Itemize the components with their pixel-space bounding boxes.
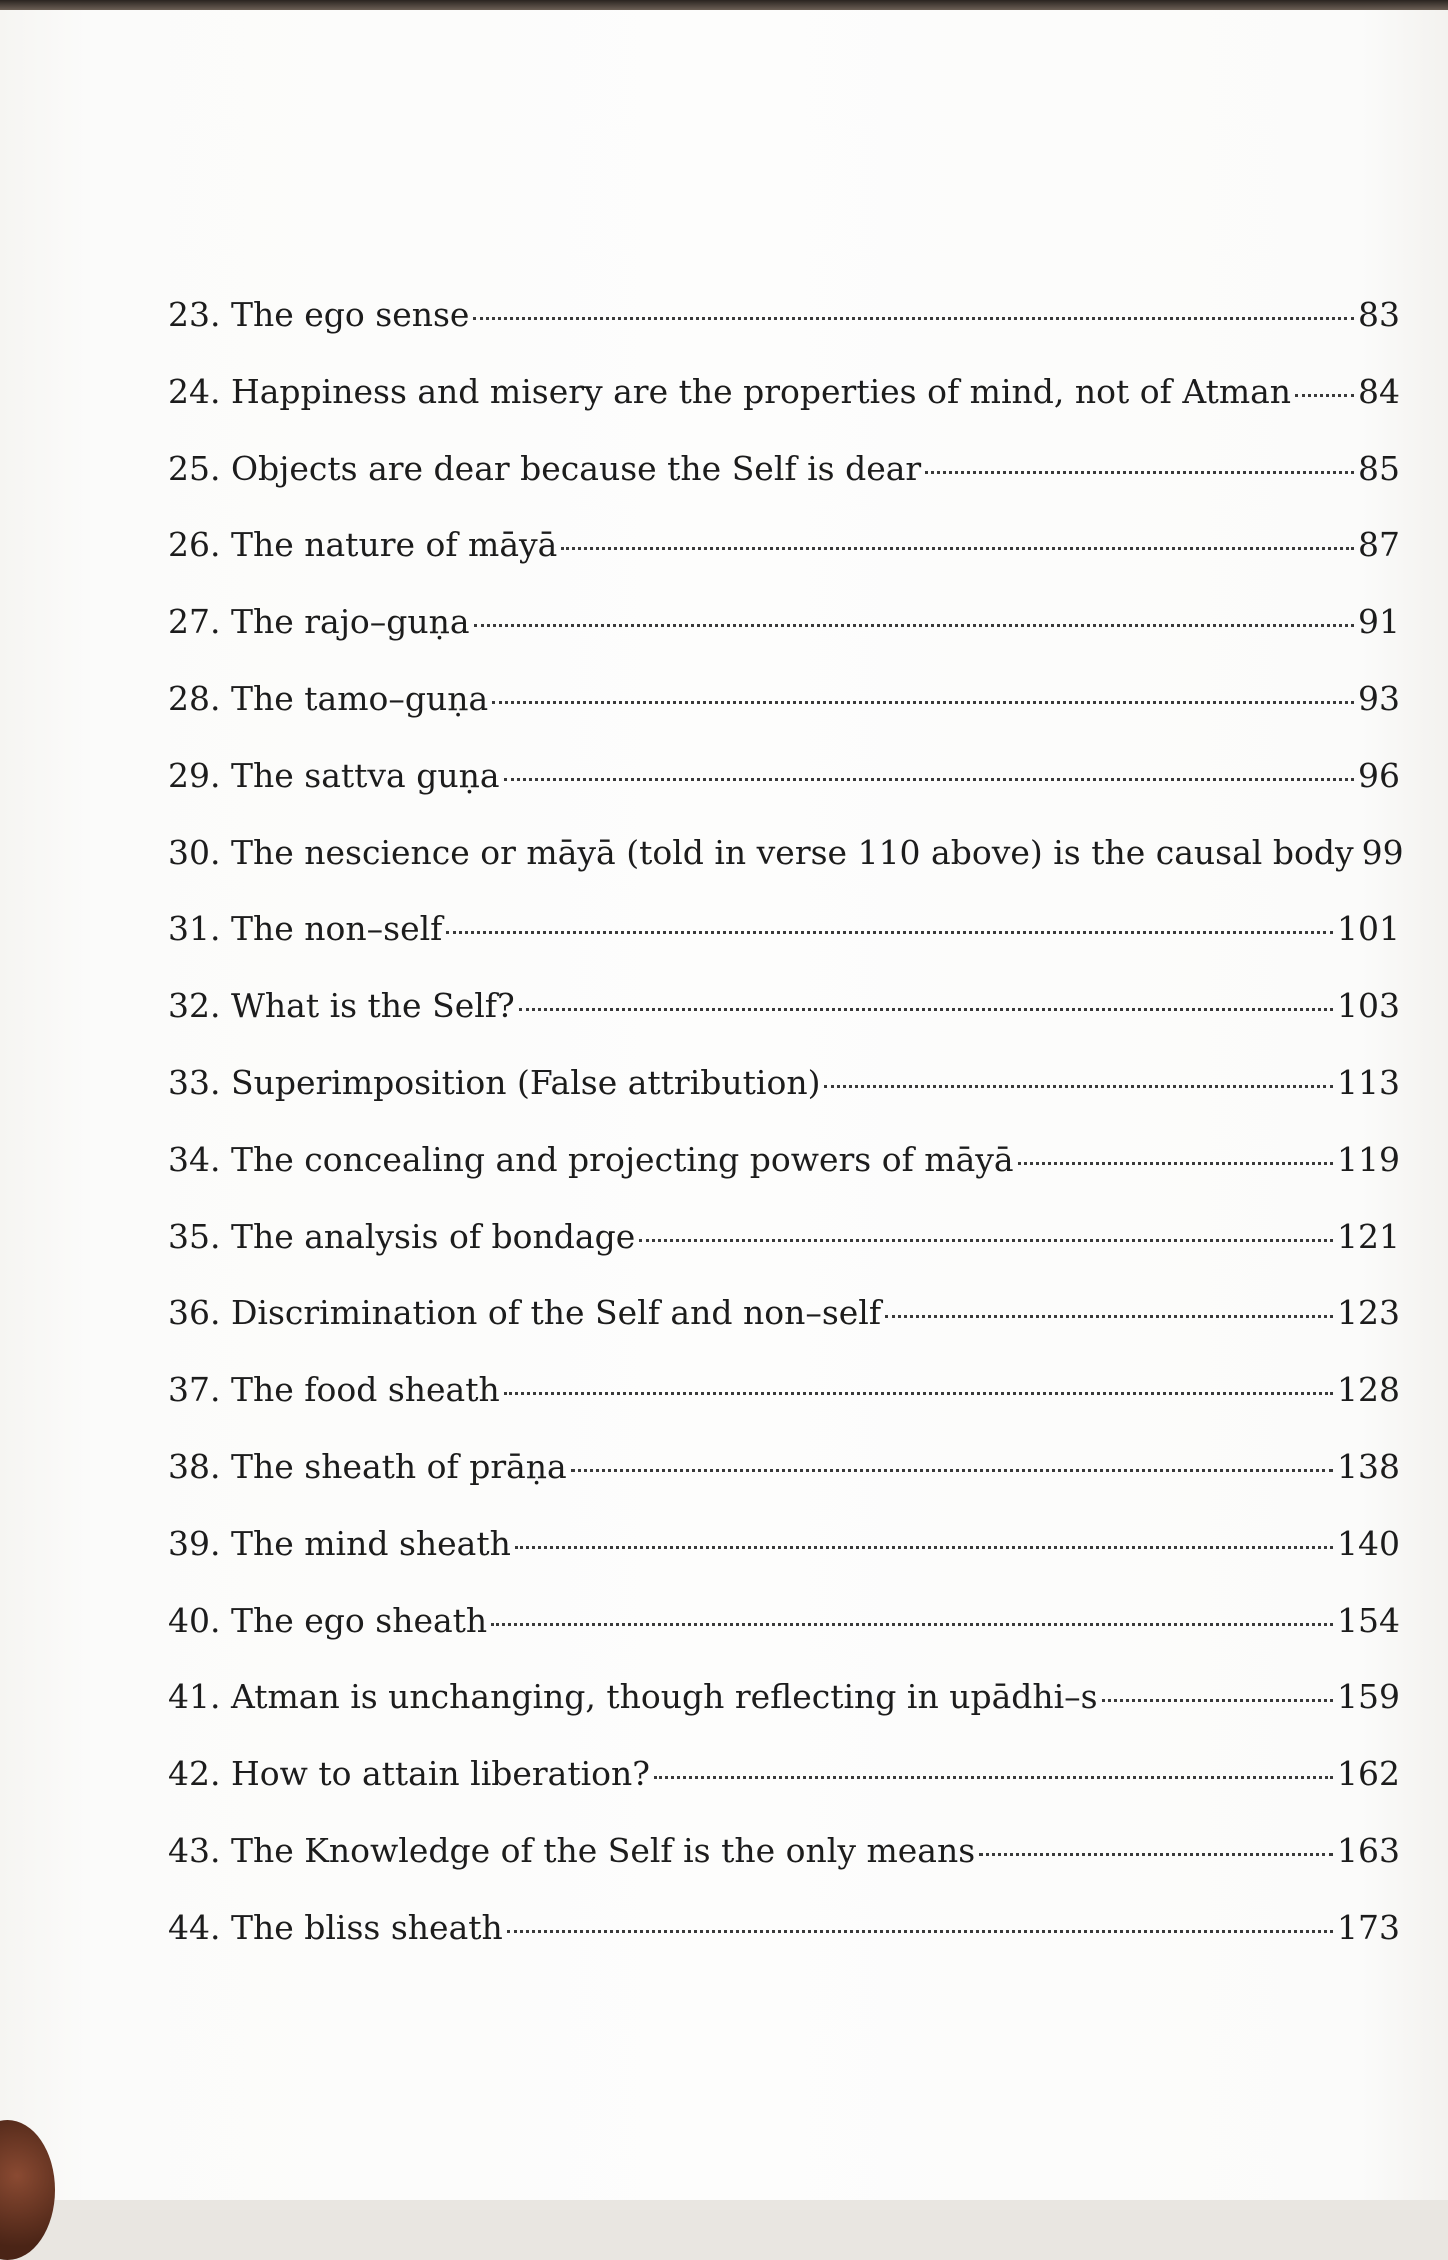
dot-leader xyxy=(925,471,1354,474)
dot-leader xyxy=(491,1623,1333,1626)
dot-leader xyxy=(979,1853,1333,1856)
toc-entry-title: 28. The tamo–guṇa xyxy=(168,678,489,718)
toc-entry-page: 87 xyxy=(1358,525,1400,565)
dot-leader xyxy=(504,1392,1333,1395)
toc-entry-page: 154 xyxy=(1337,1600,1400,1640)
dot-leader xyxy=(474,624,1354,627)
dot-leader xyxy=(504,778,1355,781)
toc-entry-title: 41. Atman is unchanging, though reflecting in upādhi–s xyxy=(168,1677,1098,1717)
dot-leader xyxy=(446,931,1333,934)
toc-entry-32 xyxy=(168,986,1400,1063)
dot-leader xyxy=(492,701,1354,704)
toc-entry-title: 31. The non–self xyxy=(168,909,443,949)
dot-leader xyxy=(571,1469,1333,1472)
dot-leader xyxy=(519,1008,1333,1011)
toc-entry-title: 29. The sattva guṇa xyxy=(168,755,500,795)
toc-entry-page: 163 xyxy=(1337,1830,1400,1870)
toc-entry-40 xyxy=(168,1601,1400,1678)
toc-entry-title: 23. The ego sense xyxy=(168,295,470,334)
dot-leader xyxy=(561,547,1354,550)
toc-entry-35 xyxy=(168,1217,1400,1294)
toc-entry-34 xyxy=(168,1140,1400,1217)
toc-entry-page: 128 xyxy=(1337,1370,1400,1410)
toc-entry-41 xyxy=(168,1677,1400,1754)
dot-leader xyxy=(515,1546,1333,1549)
dot-leader xyxy=(824,1085,1333,1088)
toc-entry-31 xyxy=(168,909,1400,986)
toc-entry-page: 93 xyxy=(1358,678,1400,718)
toc-entry-page: 123 xyxy=(1337,1293,1400,1333)
toc-entry-44 xyxy=(168,1908,1400,1985)
dot-leader xyxy=(1018,1162,1333,1165)
toc-entry-28 xyxy=(168,679,1400,756)
toc-entry-title: 43. The Knowledge of the Self is the only means xyxy=(168,1830,976,1870)
book-page xyxy=(0,10,1448,2200)
toc-entry-page: 159 xyxy=(1337,1677,1400,1717)
toc-entry-page: 101 xyxy=(1337,909,1400,949)
dot-leader xyxy=(1295,394,1354,397)
toc-entry-title: 26. The nature of māyā xyxy=(168,525,558,565)
toc-entry-title: 32. What is the Self? xyxy=(168,986,515,1026)
table-of-contents xyxy=(168,295,1404,1985)
toc-entry-title: 42. How to attain liberation? xyxy=(168,1754,650,1794)
toc-entry-title: 24. Happiness and misery are the properties of mind, not of Atman xyxy=(168,371,1292,411)
toc-entry-29 xyxy=(168,756,1400,833)
toc-entry-title: 37. The food sheath xyxy=(168,1370,500,1410)
toc-entry-title: 27. The rajo–guṇa xyxy=(168,602,470,642)
toc-entry-title: 36. Discrimination of the Self and non–self xyxy=(168,1293,882,1333)
toc-entry-page: 121 xyxy=(1337,1216,1400,1256)
toc-entry-page: 173 xyxy=(1337,1907,1400,1947)
page-top-edge xyxy=(0,0,1448,10)
toc-entry-27 xyxy=(168,602,1400,679)
toc-entry-page: 84 xyxy=(1358,371,1400,411)
toc-entry-37 xyxy=(168,1370,1400,1447)
toc-entry-title: 35. The analysis of bondage xyxy=(168,1216,636,1256)
dot-leader xyxy=(507,1930,1333,1933)
toc-entry-43 xyxy=(168,1831,1400,1908)
toc-entry-title: 38. The sheath of prāṇa xyxy=(168,1446,567,1486)
dot-leader xyxy=(654,1776,1333,1779)
toc-entry-page: 96 xyxy=(1358,755,1400,795)
toc-entry-page: 140 xyxy=(1337,1523,1400,1563)
toc-entry-title: 33. Superimposition (False attribution) xyxy=(168,1062,821,1102)
toc-entry-title: 25. Objects are dear because the Self is dear xyxy=(168,448,922,488)
dot-leader xyxy=(1102,1699,1333,1702)
dot-leader xyxy=(885,1315,1333,1318)
toc-entry-page: 85 xyxy=(1358,448,1400,488)
toc-entry-title: 44. The bliss sheath xyxy=(168,1907,503,1947)
toc-entry-page: 83 xyxy=(1358,295,1400,334)
toc-entry-page: 91 xyxy=(1358,602,1400,642)
toc-entry-39 xyxy=(168,1524,1400,1601)
toc-entry-36 xyxy=(168,1293,1400,1370)
toc-entry-page: 103 xyxy=(1337,986,1400,1026)
toc-entry-page: 119 xyxy=(1337,1139,1400,1179)
toc-entry-25 xyxy=(168,449,1400,526)
toc-entry-page: 138 xyxy=(1337,1446,1400,1486)
toc-entry-title: 40. The ego sheath xyxy=(168,1600,488,1640)
toc-entry-24 xyxy=(168,372,1400,449)
toc-entry-title: 34. The concealing and projecting powers of māyā xyxy=(168,1139,1014,1179)
toc-entry-title: 30. The nescience or māyā (told in verse 110 above) is the causal body xyxy=(168,832,1354,872)
toc-entry-page: 99 xyxy=(1361,832,1404,872)
toc-entry-42 xyxy=(168,1754,1400,1831)
toc-entry-38 xyxy=(168,1447,1400,1524)
toc-entry-26 xyxy=(168,525,1400,602)
toc-entry-page: 113 xyxy=(1337,1062,1400,1102)
dot-leader xyxy=(473,317,1354,320)
toc-entry-30 xyxy=(168,832,1404,910)
toc-entry-33 xyxy=(168,1063,1400,1140)
dot-leader xyxy=(639,1239,1333,1242)
toc-entry-23 xyxy=(168,295,1400,372)
toc-entry-page: 162 xyxy=(1337,1754,1400,1794)
toc-entry-title: 39. The mind sheath xyxy=(168,1523,511,1563)
